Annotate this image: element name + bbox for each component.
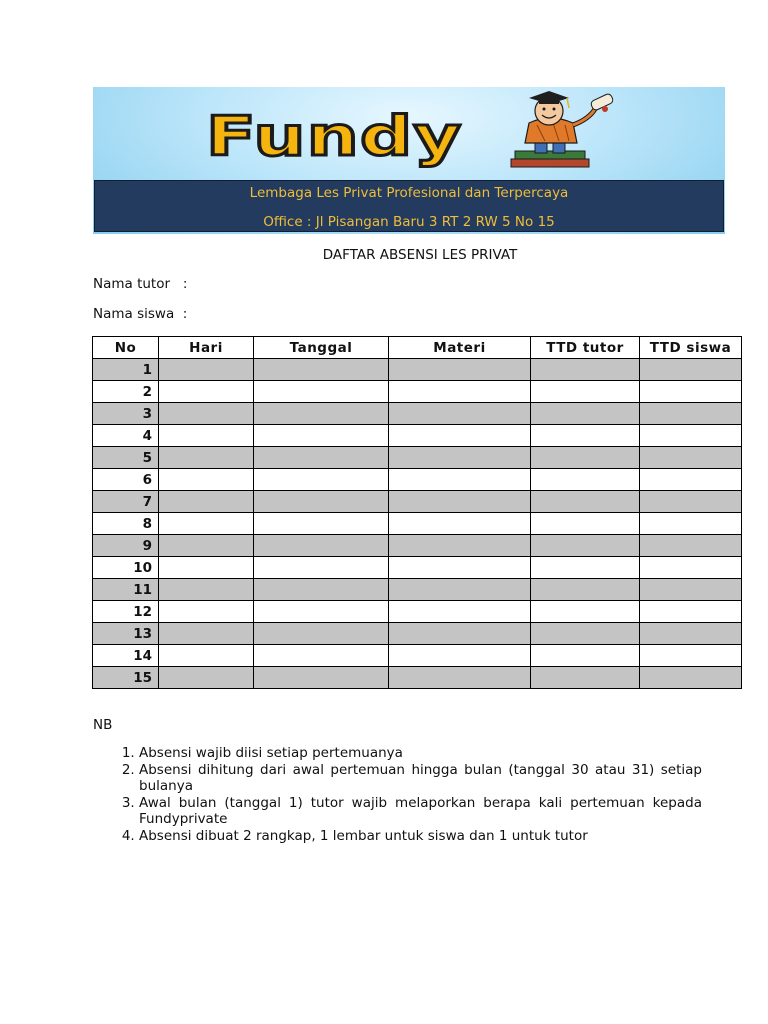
cell-no: 1: [93, 359, 159, 381]
cell-hari: [159, 491, 254, 513]
cell-no: 9: [93, 535, 159, 557]
header-info-strip: [94, 180, 724, 232]
cell-tanggal: [254, 667, 389, 689]
cell-hari: [159, 381, 254, 403]
cell-tanggal: [254, 359, 389, 381]
cell-materi: [389, 425, 531, 447]
cell-hari: [159, 469, 254, 491]
fundy-logo: [93, 87, 725, 182]
cell-ttd-siswa: [640, 359, 742, 381]
nama-siswa-label: Nama siswa :: [93, 306, 188, 322]
cell-no: 5: [93, 447, 159, 469]
table-body: [93, 359, 742, 689]
cell-ttd-tutor: [531, 469, 640, 491]
cell-no: 6: [93, 469, 159, 491]
cell-hari: [159, 645, 254, 667]
cell-ttd-tutor: [531, 601, 640, 623]
cell-hari: [159, 425, 254, 447]
cell-hari: [159, 403, 254, 425]
cell-tanggal: [254, 403, 389, 425]
cell-ttd-tutor: [531, 535, 640, 557]
cell-hari: [159, 579, 254, 601]
cell-ttd-siswa: [640, 579, 742, 601]
cell-materi: [389, 579, 531, 601]
cell-ttd-tutor: [531, 667, 640, 689]
cell-no: 3: [93, 403, 159, 425]
table-row: [93, 447, 742, 469]
cell-no: 14: [93, 645, 159, 667]
cell-no: 2: [93, 381, 159, 403]
cell-no: 12: [93, 601, 159, 623]
header-banner: [93, 87, 725, 234]
cell-materi: [389, 491, 531, 513]
table-row: [93, 381, 742, 403]
note-item: 4. Absensi dibuat 2 rangkap, 1 lembar untuk siswa dan 1 untuk tutor: [139, 828, 702, 845]
mascot-student-icon: [493, 89, 633, 171]
column-header-tanggal: Tanggal: [254, 337, 389, 359]
office-address: Office : Jl Pisangan Baru 3 RT 2 RW 5 No 15: [263, 214, 555, 230]
table-row: [93, 513, 742, 535]
tagline: Lembaga Les Privat Profesional dan Terpercaya: [249, 185, 569, 201]
table-header-row: [93, 337, 742, 359]
cell-no: 11: [93, 579, 159, 601]
cell-materi: [389, 601, 531, 623]
cell-ttd-siswa: [640, 535, 742, 557]
cell-ttd-tutor: [531, 645, 640, 667]
cell-no: 10: [93, 557, 159, 579]
cell-ttd-tutor: [531, 381, 640, 403]
cell-ttd-siswa: [640, 491, 742, 513]
cell-materi: [389, 557, 531, 579]
cell-ttd-siswa: [640, 403, 742, 425]
cell-hari: [159, 359, 254, 381]
cell-ttd-siswa: [640, 513, 742, 535]
cell-ttd-tutor: [531, 557, 640, 579]
cell-hari: [159, 513, 254, 535]
table-row: [93, 645, 742, 667]
cell-ttd-tutor: [531, 579, 640, 601]
note-item: 3. Awal bulan (tanggal 1) tutor wajib melaporkan berapa kali pertemuan kepada Fundyprivate: [139, 795, 702, 828]
cell-ttd-tutor: [531, 403, 640, 425]
column-header-ttd-tutor: TTD tutor: [531, 337, 640, 359]
cell-ttd-siswa: [640, 425, 742, 447]
cell-hari: [159, 535, 254, 557]
attendance-table: [92, 336, 742, 689]
nama-tutor-label: Nama tutor :: [93, 276, 188, 292]
table-row: [93, 403, 742, 425]
cell-ttd-tutor: [531, 513, 640, 535]
cell-materi: [389, 403, 531, 425]
cell-tanggal: [254, 557, 389, 579]
logo-wordmark: Fundy: [206, 105, 463, 168]
cell-ttd-siswa: [640, 557, 742, 579]
table-row: [93, 557, 742, 579]
cell-hari: [159, 601, 254, 623]
cell-ttd-siswa: [640, 623, 742, 645]
table-row: [93, 601, 742, 623]
cell-tanggal: [254, 469, 389, 491]
column-header-no: No: [93, 337, 159, 359]
notes-list: [112, 745, 702, 844]
cell-materi: [389, 535, 531, 557]
cell-no: 4: [93, 425, 159, 447]
table-row: [93, 469, 742, 491]
cell-no: 15: [93, 667, 159, 689]
cell-ttd-tutor: [531, 425, 640, 447]
cell-ttd-siswa: [640, 667, 742, 689]
cell-materi: [389, 645, 531, 667]
table-row: [93, 535, 742, 557]
cell-materi: [389, 667, 531, 689]
table-row: [93, 425, 742, 447]
cell-materi: [389, 469, 531, 491]
cell-ttd-siswa: [640, 381, 742, 403]
cell-hari: [159, 667, 254, 689]
cell-tanggal: [254, 381, 389, 403]
cell-ttd-siswa: [640, 601, 742, 623]
cell-materi: [389, 381, 531, 403]
cell-tanggal: [254, 645, 389, 667]
cell-tanggal: [254, 513, 389, 535]
document-title: DAFTAR ABSENSI LES PRIVAT: [322, 247, 518, 263]
cell-materi: [389, 447, 531, 469]
cell-ttd-tutor: [531, 359, 640, 381]
table-row: [93, 579, 742, 601]
cell-materi: [389, 513, 531, 535]
nb-label: NB: [93, 717, 113, 733]
cell-no: 7: [93, 491, 159, 513]
cell-materi: [389, 623, 531, 645]
cell-no: 13: [93, 623, 159, 645]
cell-ttd-tutor: [531, 623, 640, 645]
cell-tanggal: [254, 425, 389, 447]
cell-tanggal: [254, 447, 389, 469]
cell-tanggal: [254, 535, 389, 557]
cell-no: 8: [93, 513, 159, 535]
cell-hari: [159, 447, 254, 469]
cell-tanggal: [254, 491, 389, 513]
cell-ttd-siswa: [640, 447, 742, 469]
note-item: 2. Absensi dihitung dari awal pertemuan hingga bulan (tanggal 30 atau 31) setiap bulanya: [139, 762, 702, 795]
cell-tanggal: [254, 623, 389, 645]
column-header-hari: Hari: [159, 337, 254, 359]
table-row: [93, 667, 742, 689]
cell-ttd-siswa: [640, 645, 742, 667]
cell-ttd-siswa: [640, 469, 742, 491]
cell-ttd-tutor: [531, 491, 640, 513]
cell-tanggal: [254, 601, 389, 623]
table-row: [93, 491, 742, 513]
table-row: [93, 359, 742, 381]
cell-ttd-tutor: [531, 447, 640, 469]
column-header-ttd-siswa: TTD siswa: [640, 337, 742, 359]
cell-hari: [159, 623, 254, 645]
cell-hari: [159, 557, 254, 579]
table-row: [93, 623, 742, 645]
cell-tanggal: [254, 579, 389, 601]
column-header-materi: Materi: [389, 337, 531, 359]
cell-materi: [389, 359, 531, 381]
note-item: 1. Absensi wajib diisi setiap pertemuanya: [139, 745, 702, 762]
